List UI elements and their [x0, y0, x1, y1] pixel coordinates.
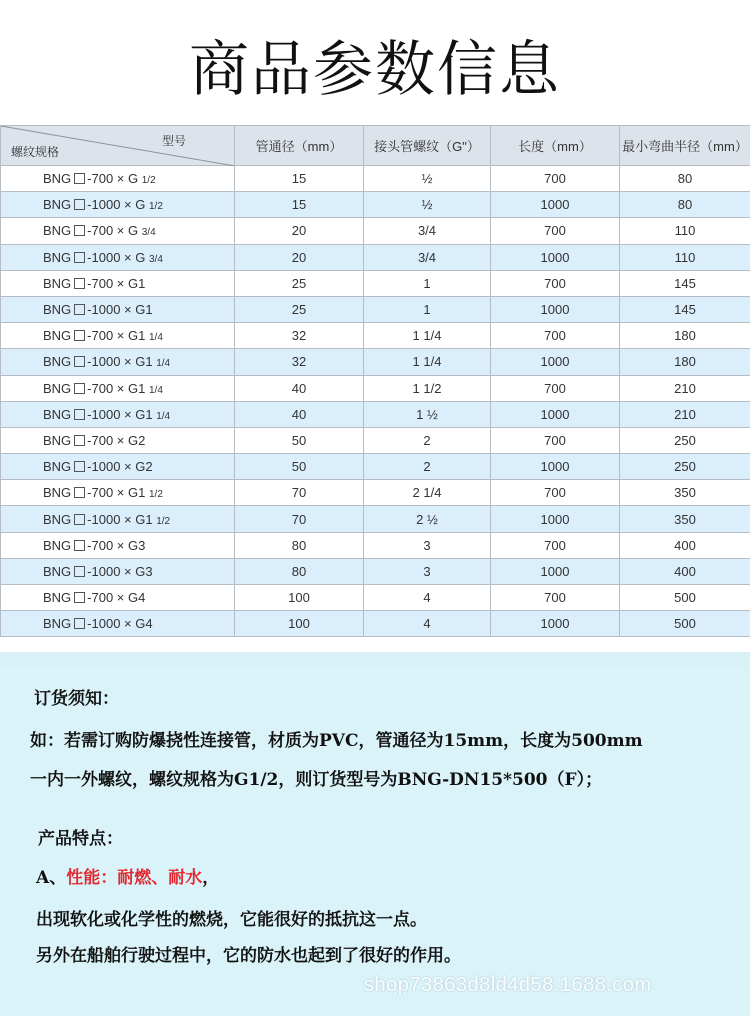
table-row: [1, 349, 750, 375]
cell-length: 1000: [491, 192, 620, 218]
table-row: [1, 375, 750, 401]
table-row: [1, 401, 750, 427]
shop-watermark: shop73863d8ld4d58.1688.com: [364, 974, 652, 996]
cell-length: 1000: [491, 506, 620, 532]
cell-diameter: 32: [235, 349, 364, 375]
model-prefix: BNG: [43, 275, 72, 291]
cell-diameter: 40: [235, 375, 364, 401]
cell-bend-radius: 350: [620, 480, 750, 506]
cell-length: 700: [491, 585, 620, 611]
features-heading: 产品特点：: [38, 829, 123, 849]
cell-model: [1, 349, 235, 375]
table-row: [1, 480, 750, 506]
feature-a-highlight: 性能：耐燃、耐水: [66, 868, 203, 888]
order-line-1: 如：若需订购防爆挠性连接管，材质为PVC，管通径为15mm，长度为500mm: [30, 731, 643, 751]
cell-diameter: 50: [235, 454, 364, 480]
blank-square-icon: [74, 199, 85, 210]
cell-model: [1, 375, 235, 401]
table-row: [1, 506, 750, 532]
cell-model: [1, 532, 235, 558]
blank-square-icon: [74, 173, 85, 184]
table-row: [1, 270, 750, 296]
feature-a-prefix: A、: [36, 868, 67, 888]
cell-bend-radius: 400: [620, 532, 750, 558]
model-prefix: BNG: [43, 302, 72, 318]
feature-line-3: 另外在船舶行驶过程中，它的防水也起到了很好的作用。: [36, 946, 461, 966]
cell-thread: ½: [364, 166, 491, 192]
cell-thread: 3/4: [364, 218, 491, 244]
table-row: [1, 192, 750, 218]
cell-model: [1, 454, 235, 480]
cell-diameter: 70: [235, 506, 364, 532]
page-title: 商品参数信息: [189, 35, 561, 105]
cell-bend-radius: 400: [620, 558, 750, 584]
model-prefix: BNG: [43, 197, 72, 213]
cell-model: [1, 401, 235, 427]
model-spec: -1000 × G: [87, 197, 146, 213]
model-prefix: BNG: [43, 171, 72, 187]
cell-bend-radius: 80: [620, 192, 750, 218]
blank-square-icon: [74, 618, 85, 629]
cell-length: 700: [491, 427, 620, 453]
model-fraction: 3/4: [141, 227, 156, 239]
blank-square-icon: [74, 540, 85, 551]
header-length: 长度（mm）: [491, 126, 620, 166]
cell-thread: 2 1/4: [364, 480, 491, 506]
cell-length: 700: [491, 480, 620, 506]
cell-length: 1000: [491, 558, 620, 584]
model-fraction: 1/2: [156, 515, 171, 527]
cell-thread: 4: [364, 611, 491, 637]
model-spec: -700 × G3: [87, 537, 146, 553]
header-model: 型号: [161, 134, 186, 148]
cell-bend-radius: 250: [620, 454, 750, 480]
table-row: [1, 611, 750, 637]
cell-diameter: 20: [235, 244, 364, 270]
cell-thread: 1: [364, 296, 491, 322]
table-row: [1, 427, 750, 453]
model-spec: -1000 × G1: [87, 511, 153, 527]
model-spec: -700 × G: [87, 223, 139, 239]
model-prefix: BNG: [43, 616, 72, 632]
feature-line-2: 出现软化或化学性的燃烧，它能很好的抵抗这一点。: [36, 910, 427, 930]
order-line-2: 一内一外螺纹，螺纹规格为G1/2，则订货型号为BNG-DN15*500（F）；: [30, 770, 603, 790]
blank-square-icon: [74, 330, 85, 341]
model-spec: -1000 × G2: [87, 459, 153, 475]
table-row: [1, 166, 750, 192]
blank-square-icon: [74, 383, 85, 394]
diagonal-header-cell: [1, 126, 235, 166]
cell-diameter: 40: [235, 401, 364, 427]
model-spec: -700 × G1: [87, 485, 146, 501]
cell-length: 700: [491, 532, 620, 558]
cell-bend-radius: 500: [620, 611, 750, 637]
blank-square-icon: [74, 225, 85, 236]
cell-bend-radius: 145: [620, 296, 750, 322]
model-spec: -1000 × G1: [87, 406, 153, 422]
model-prefix: BNG: [43, 223, 72, 239]
table-row: [1, 532, 750, 558]
order-heading: 订货须知：: [34, 689, 119, 709]
blank-square-icon: [74, 487, 85, 498]
cell-thread: 3/4: [364, 244, 491, 270]
model-prefix: BNG: [43, 328, 72, 344]
table-row: [1, 454, 750, 480]
model-spec: -1000 × G1: [87, 302, 153, 318]
cell-thread: 2: [364, 454, 491, 480]
cell-length: 1000: [491, 454, 620, 480]
cell-bend-radius: 110: [620, 218, 750, 244]
table-row: [1, 296, 750, 322]
cell-thread: 1 1/4: [364, 323, 491, 349]
cell-model: [1, 558, 235, 584]
cell-length: 700: [491, 166, 620, 192]
cell-diameter: 20: [235, 218, 364, 244]
model-fraction: 1/2: [141, 175, 156, 187]
cell-bend-radius: 210: [620, 375, 750, 401]
cell-model: [1, 270, 235, 296]
cell-length: 700: [491, 375, 620, 401]
cell-thread: ½: [364, 192, 491, 218]
cell-diameter: 15: [235, 166, 364, 192]
blank-square-icon: [74, 566, 85, 577]
cell-thread: 1 ½: [364, 401, 491, 427]
model-prefix: BNG: [43, 249, 72, 265]
model-prefix: BNG: [43, 432, 72, 448]
model-spec: -700 × G: [87, 171, 139, 187]
cell-thread: 1: [364, 270, 491, 296]
model-prefix: BNG: [43, 537, 72, 553]
cell-bend-radius: 350: [620, 506, 750, 532]
model-prefix: BNG: [43, 511, 72, 527]
cell-bend-radius: 180: [620, 349, 750, 375]
spec-table: [0, 125, 750, 637]
blank-square-icon: [74, 514, 85, 525]
model-prefix: BNG: [43, 485, 72, 501]
model-spec: -1000 × G3: [87, 563, 153, 579]
model-prefix: BNG: [43, 563, 72, 579]
spec-table-wrap: [0, 125, 750, 637]
cell-diameter: 25: [235, 270, 364, 296]
cell-diameter: 70: [235, 480, 364, 506]
cell-model: [1, 192, 235, 218]
model-spec: -700 × G1: [87, 328, 146, 344]
model-fraction: 1/2: [148, 489, 163, 501]
model-prefix: BNG: [43, 459, 72, 475]
table-row: [1, 323, 750, 349]
cell-thread: 1 1/2: [364, 375, 491, 401]
cell-diameter: 15: [235, 192, 364, 218]
cell-model: [1, 480, 235, 506]
cell-bend-radius: 250: [620, 427, 750, 453]
table-body: [1, 166, 750, 637]
feature-a-suffix: ，: [202, 868, 220, 888]
cell-length: 1000: [491, 611, 620, 637]
blank-square-icon: [74, 409, 85, 420]
cell-model: [1, 166, 235, 192]
table-row: [1, 585, 750, 611]
model-fraction: 3/4: [148, 253, 163, 265]
model-spec: -1000 × G: [87, 249, 146, 265]
cell-thread: 3: [364, 558, 491, 584]
cell-length: 1000: [491, 401, 620, 427]
blank-square-icon: [74, 356, 85, 367]
cell-thread: 2 ½: [364, 506, 491, 532]
cell-bend-radius: 210: [620, 401, 750, 427]
cell-model: [1, 585, 235, 611]
cell-diameter: 100: [235, 585, 364, 611]
cell-diameter: 100: [235, 611, 364, 637]
cell-bend-radius: 500: [620, 585, 750, 611]
cell-bend-radius: 145: [620, 270, 750, 296]
model-spec: -1000 × G1: [87, 354, 153, 370]
blank-square-icon: [74, 304, 85, 315]
table-row: [1, 558, 750, 584]
blank-square-icon: [74, 252, 85, 263]
cell-diameter: 80: [235, 532, 364, 558]
cell-length: 700: [491, 323, 620, 349]
model-fraction: 1/4: [156, 358, 171, 370]
cell-length: 1000: [491, 349, 620, 375]
model-prefix: BNG: [43, 354, 72, 370]
model-prefix: BNG: [43, 590, 72, 606]
feature-a: [36, 863, 219, 888]
model-spec: -700 × G4: [87, 590, 146, 606]
header-thread: 接头管螺纹（G"）: [364, 126, 491, 166]
cell-thread: 3: [364, 532, 491, 558]
model-spec: -700 × G1: [87, 275, 146, 291]
blank-square-icon: [74, 592, 85, 603]
model-fraction: 1/2: [148, 201, 163, 213]
cell-model: [1, 506, 235, 532]
cell-thread: 2: [364, 427, 491, 453]
cell-length: 700: [491, 270, 620, 296]
blank-square-icon: [74, 435, 85, 446]
table-row: [1, 218, 750, 244]
cell-diameter: 50: [235, 427, 364, 453]
cell-length: 700: [491, 218, 620, 244]
cell-thread: 1 1/4: [364, 349, 491, 375]
model-spec: -1000 × G4: [87, 616, 153, 632]
model-spec: -700 × G2: [87, 432, 146, 448]
cell-diameter: 80: [235, 558, 364, 584]
cell-length: 1000: [491, 296, 620, 322]
header-diameter: 管通径（mm）: [235, 126, 364, 166]
cell-model: [1, 218, 235, 244]
cell-length: 1000: [491, 244, 620, 270]
table-header-row: [1, 126, 750, 166]
cell-bend-radius: 80: [620, 166, 750, 192]
model-prefix: BNG: [43, 380, 72, 396]
header-bend-radius: 最小弯曲半径（mm）: [620, 126, 750, 166]
model-fraction: 1/4: [148, 332, 163, 344]
model-fraction: 1/4: [148, 384, 163, 396]
cell-model: [1, 296, 235, 322]
header-thread-spec: 螺纹规格: [11, 145, 60, 159]
cell-model: [1, 323, 235, 349]
blank-square-icon: [74, 461, 85, 472]
model-prefix: BNG: [43, 406, 72, 422]
model-fraction: 1/4: [156, 410, 171, 422]
cell-diameter: 32: [235, 323, 364, 349]
cell-diameter: 25: [235, 296, 364, 322]
table-row: [1, 244, 750, 270]
cell-bend-radius: 180: [620, 323, 750, 349]
cell-model: [1, 611, 235, 637]
cell-thread: 4: [364, 585, 491, 611]
cell-bend-radius: 110: [620, 244, 750, 270]
model-spec: -700 × G1: [87, 380, 146, 396]
blank-square-icon: [74, 278, 85, 289]
cell-model: [1, 244, 235, 270]
cell-model: [1, 427, 235, 453]
